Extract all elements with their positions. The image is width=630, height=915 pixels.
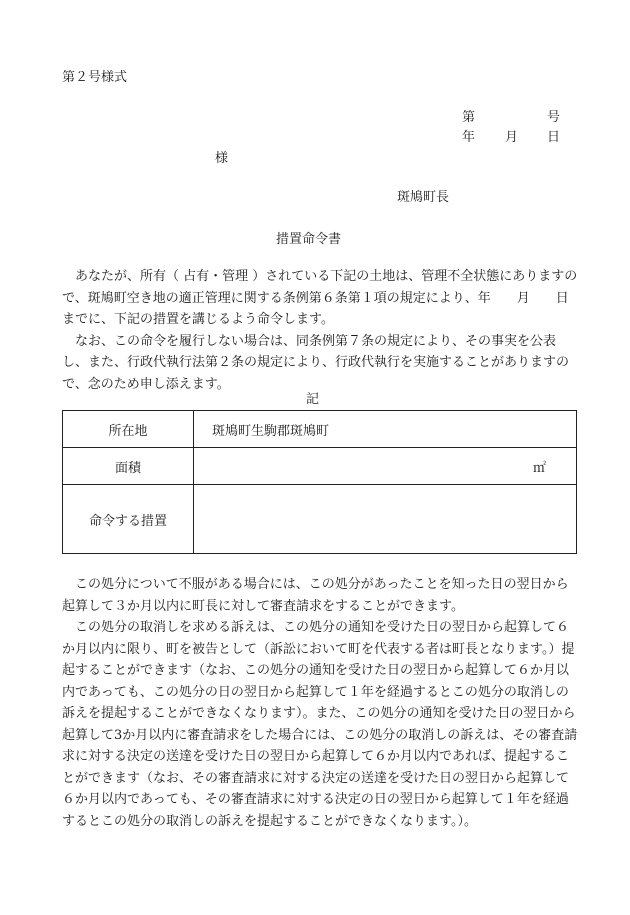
label-area: 面積 bbox=[63, 448, 194, 485]
notice-paragraph: この処分の取消しを求める訴えは、この処分の通知を受けた日の翌日から起算して６か月以内に限り、町を被告として（訴訟において町を代表する者は町長となります。）提起することができます（なお、この処分の通知を受けた日の翌日から起算して６か月以内であっても、この処分の日の翌日から起算して１年を経過するとこの処分の取消しの訴えを提起することができなくなります）。また、この処分の通知を受けた日の翌日から起算して3か月以内に審査請求をした場合には、この処分の取消しの訴えは、その審査請求に対する決定の送達を受けた日の翌日から起算して６か月以内であれば、提起することができます（なお、その審査請求に対する決定の送達を受けた日の翌日から起算して６か月以内であっても、その審査請求に対する決定の日の翌日から起算して１年を経過するとこの処分の取消しの訴えを提起することができなくなります。）。 bbox=[62, 620, 578, 829]
value-location: 斑鳩町生駒郡斑鳩町 bbox=[194, 411, 577, 448]
form-number: 第２号様式 bbox=[62, 70, 128, 85]
label-location: 所在地 bbox=[63, 411, 194, 448]
table-row bbox=[63, 448, 577, 485]
body-text bbox=[62, 266, 580, 395]
area-unit: ㎡ bbox=[532, 460, 546, 476]
sender-name: 斑鳩町長 bbox=[397, 190, 450, 205]
addressee-suffix: 様 bbox=[215, 151, 229, 166]
label-measures: 命令する措置 bbox=[63, 485, 194, 554]
value-measures bbox=[194, 485, 577, 554]
doc-number-suffix: 号 bbox=[547, 110, 561, 125]
notice-paragraph: この処分について不服がある場合には、この処分があったことを知った日の翌日から起算して３か月以内に町長に対して審査請求をすることができます。 bbox=[62, 577, 569, 614]
date-month: 月 bbox=[505, 130, 519, 145]
table-row bbox=[63, 411, 577, 448]
property-table bbox=[62, 410, 577, 554]
ki-heading: 記 bbox=[306, 392, 320, 407]
value-area bbox=[194, 448, 577, 485]
doc-number-prefix: 第 bbox=[462, 110, 476, 125]
document-title: 措置命令書 bbox=[276, 232, 342, 247]
date-year: 年 bbox=[462, 130, 476, 145]
table-row bbox=[63, 485, 577, 554]
appeal-notice bbox=[62, 574, 580, 832]
body-paragraph: なお、この命令を履行しない場合は、同条例第７条の規定により、その事実を公表し、また、行政代執行法第２条の規定により、行政代執行を実施することがありますので、念のため申し添えます。 bbox=[62, 333, 570, 392]
date-day: 日 bbox=[547, 130, 561, 145]
body-paragraph: あなたが、所有（ 占有・管理 ）されている下記の土地は、管理不全状態にありますので、斑鳩町空き地の適正管理に関する条例第６条第１項の規定により、年 月 日までに、下記の措置を講じるよう命令します。 bbox=[62, 269, 578, 327]
